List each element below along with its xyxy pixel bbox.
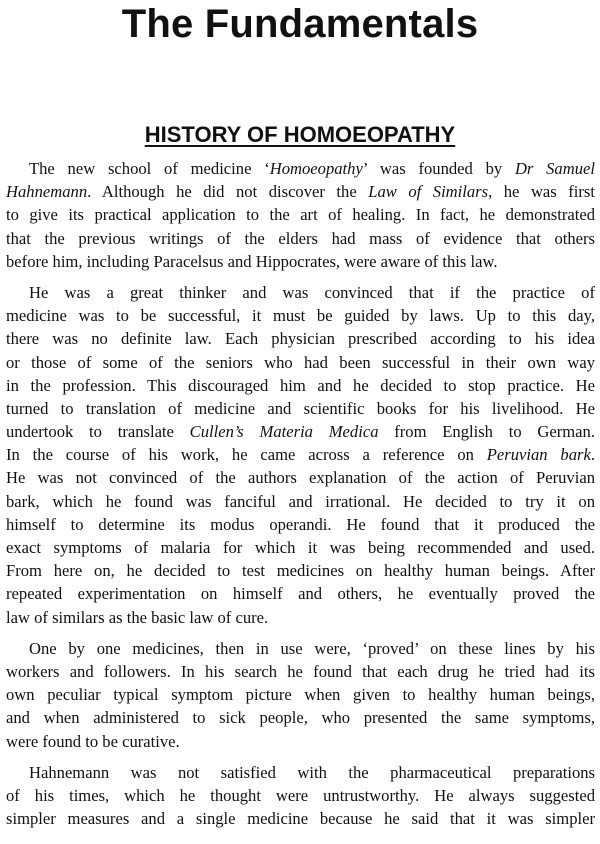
text-line xyxy=(6,582,595,605)
paragraph xyxy=(6,281,595,629)
text-run: to give its practical application to the art of healing. In fact, he demonstrated xyxy=(6,205,595,225)
text-line xyxy=(6,203,595,226)
text-line xyxy=(6,606,595,629)
section-heading-text: HISTORY OF HOMOEOPATHY xyxy=(144,122,456,147)
text-run: . Although he did not discover the xyxy=(87,182,369,202)
text-line xyxy=(6,536,595,559)
text-line xyxy=(6,420,595,443)
text-run: The new school of medicine ‘ xyxy=(29,159,270,178)
paragraph xyxy=(6,637,595,753)
text-run: own peculiar typical symptom picture when given to healthy human beings, xyxy=(6,685,595,705)
text-run: . xyxy=(590,445,596,465)
text-run: or those of some of the seniors who had been successful in their own way xyxy=(6,352,595,372)
italic-text: Homoeopathy xyxy=(269,159,363,178)
text-run: there was no definite law. Each physician prescribed according to his idea xyxy=(6,329,595,349)
text-run: He was not convinced of the authors explanation of the action of Peruvian xyxy=(6,468,595,488)
text-line xyxy=(6,443,595,466)
text-line xyxy=(6,637,595,660)
italic-text: Hahnemann xyxy=(6,182,88,202)
text-run: turned to translation of medicine and scientific books for his livelihood. He xyxy=(6,398,595,418)
paragraph xyxy=(6,157,595,273)
text-line xyxy=(6,227,595,250)
text-line xyxy=(6,761,595,784)
text-run: exact symptoms of malaria for which it was being recommended and used. xyxy=(6,538,595,557)
text-line xyxy=(6,513,595,536)
text-run: From here on, he decided to test medicines on healthy human beings. After xyxy=(6,561,595,581)
text-run: were found to be curative. xyxy=(6,731,180,751)
italic-text: Law of Similars xyxy=(368,182,489,202)
text-run: from English to German. xyxy=(378,422,595,442)
text-run: himself to determine its modus operandi. He found that it produced the xyxy=(6,514,595,534)
text-run: In the course of his work, he came across a reference on xyxy=(6,445,487,465)
text-line xyxy=(6,180,595,203)
text-run: ’ was founded by xyxy=(362,159,515,178)
italic-text: Cullen’s Materia Medica xyxy=(189,422,379,442)
text-run: One by one medicines, then in use were, ‘proved’ on these lines by his xyxy=(29,638,595,658)
text-line xyxy=(6,559,595,582)
text-run: of his times, which he thought were untrustworthy. He always suggested xyxy=(6,785,595,805)
text-line xyxy=(6,706,595,729)
text-run: bark, which he found was fanciful and irrational. He decided to try it on xyxy=(6,491,595,511)
text-run: simpler measures and a single medicine because he said that it was simpler xyxy=(6,809,595,829)
italic-text: Dr Samuel xyxy=(514,159,595,178)
text-run: and when administered to sick people, who presented the same symptoms, xyxy=(6,708,595,728)
paragraph xyxy=(6,761,595,831)
text-line xyxy=(6,281,595,304)
text-line xyxy=(6,490,595,513)
text-run: workers and followers. In his search he found that each drug he tried had its xyxy=(6,661,595,681)
text-line xyxy=(6,397,595,420)
text-line xyxy=(6,683,595,706)
text-run: Hahnemann was not satisfied with the pharmaceutical preparations xyxy=(29,762,595,782)
italic-text: Peruvian bark xyxy=(486,445,591,465)
text-run: medicine was to be successful, it must be guided by laws. Up to this day, xyxy=(6,306,595,326)
text-run: that the previous writings of the elders had mass of evidence that others xyxy=(6,228,595,248)
text-line xyxy=(6,374,595,397)
text-run: before him, including Paracelsus and Hippocrates, were aware of this law. xyxy=(6,251,498,271)
text-line xyxy=(6,730,595,753)
text-line xyxy=(6,157,595,180)
text-run: , he was first xyxy=(488,182,595,202)
book-title: The Fundamentals xyxy=(121,2,479,46)
section-heading xyxy=(0,120,600,150)
text-line xyxy=(6,466,595,489)
text-line xyxy=(6,784,595,807)
text-line xyxy=(6,250,595,273)
text-line xyxy=(6,327,595,350)
text-line xyxy=(6,351,595,374)
text-run: He was a great thinker and was convinced that if the practice of xyxy=(29,282,595,302)
text-run: undertook to translate xyxy=(6,422,190,442)
text-line xyxy=(6,304,595,327)
text-line xyxy=(6,807,595,830)
text-run: in the profession. This discouraged him and he decided to stop practice. He xyxy=(6,375,595,395)
body-text xyxy=(6,157,595,838)
text-run: repeated experimentation on himself and others, he eventually proved the xyxy=(6,584,595,604)
text-line xyxy=(6,660,595,683)
text-run: law of similars as the basic law of cure. xyxy=(6,607,269,627)
